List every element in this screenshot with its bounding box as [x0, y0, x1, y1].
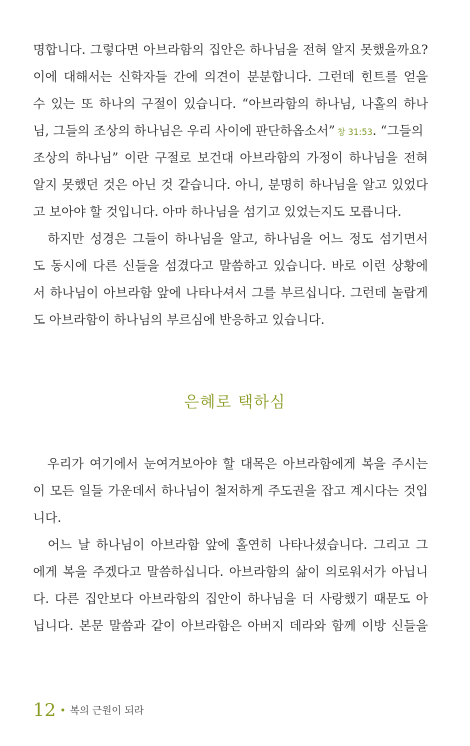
book-title: 복의 근원이 되라 — [69, 706, 144, 717]
text-line: 명합니다. 그렇다면 아브라함의 집안은 하나님을 전혀 알지 못했을까요? — [33, 42, 428, 57]
text-line: 조상의 하나님” 이란 구절로 보건대 아브라함의 가정이 하나님을 전혀 — [33, 150, 428, 165]
text-line: 수 있는 또 하나의 구절이 있습니다. “아브라함의 하나님, 나홀의 하나 — [33, 96, 428, 111]
text-line: 닙니다. 본문 말씀과 같이 아브라함은 아버지 데라와 함께 이방 신들을 — [33, 618, 428, 633]
text-line: 도 아브라함이 하나님의 부르심에 반응하고 있습니다. — [33, 312, 325, 327]
page-number: 12 — [33, 700, 56, 721]
text-line: 도 동시에 다른 신들을 섬겼다고 말씀하고 있습니다. 바로 이런 상황에 — [33, 258, 428, 273]
text-line-with-reference — [33, 117, 428, 144]
scripture-reference: 창 31:53 — [337, 128, 373, 138]
footer-separator: • — [59, 706, 66, 717]
paragraph-block-2 — [33, 450, 428, 639]
text-line: 우리가 여기에서 눈여겨보아야 할 대목은 아브라함에게 복을 주시는 — [33, 456, 428, 471]
text-fragment: 님, 그들의 조상의 하나님은 우리 사이에 판단하옵소서” — [33, 123, 336, 138]
page-footer — [33, 700, 144, 721]
text-line: 이 모든 일들 가운데서 하나님이 철저하게 주도권을 잡고 계시다는 것입 — [33, 483, 428, 498]
section-heading: 은혜로 택하심 — [184, 393, 286, 411]
text-line: 하지만 성경은 그들이 하나님을 알고, 하나님을 어느 정도 섬기면서 — [33, 231, 428, 246]
text-line: 이에 대해서는 신학자들 간에 의견이 분분합니다. 그런데 힌트를 얻을 — [33, 69, 428, 84]
text-fragment: . “그들의 — [372, 123, 424, 138]
text-line: 서 하나님이 아브라함 앞에 나타나셔서 그를 부르십니다. 그런데 놀랍게 — [33, 285, 428, 300]
text-line: 고 보아야 할 것입니다. 아마 하나님을 섬기고 있었는지도 모릅니다. — [33, 204, 402, 219]
paragraph-block-1 — [33, 36, 428, 333]
text-line: 어느 날 하나님이 아브라함 앞에 홀연히 나타나셨습니다. 그리고 그 — [33, 537, 428, 552]
text-line: 알지 못했던 것은 아닌 것 같습니다. 아니, 분명히 하나님을 알고 있었다 — [33, 177, 428, 192]
text-line: 다. 다른 집안보다 아브라함의 집안이 하나님을 더 사랑했기 때문도 아 — [33, 591, 428, 606]
text-line: 니다. — [33, 510, 62, 525]
text-line: 에게 복을 주겠다고 말씀하십니다. 아브라함의 삶이 의로워서가 아닙니 — [33, 564, 428, 579]
